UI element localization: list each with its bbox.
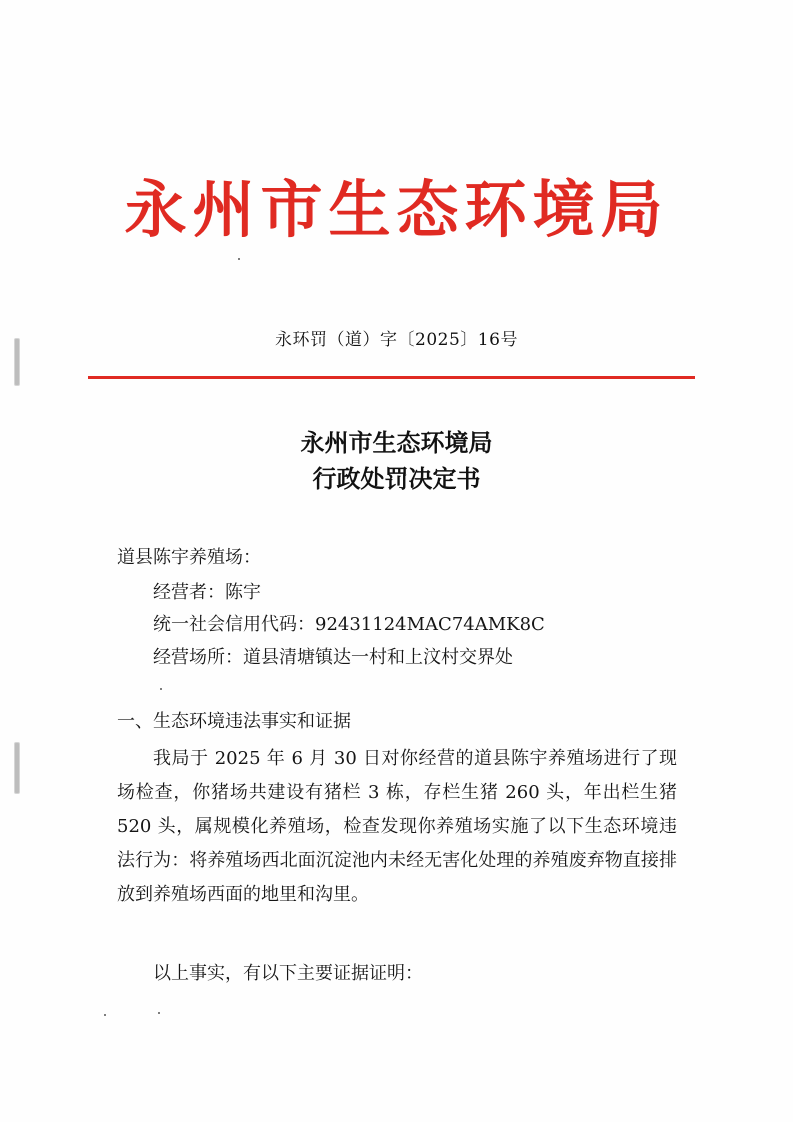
scan-speck <box>238 258 240 260</box>
scan-speck <box>158 1012 160 1014</box>
scan-speck <box>160 688 162 690</box>
evidence-intro: 以上事实，有以下主要证据证明： <box>153 963 423 984</box>
letterhead-divider <box>88 376 695 379</box>
document-number: 永环罚（道）字〔2025〕16号 <box>275 330 518 350</box>
document-title-line1: 永州市生态环境局 <box>300 429 493 457</box>
party-credit-code: 统一社会信用代码：92431124MAC74AMK8C <box>153 614 545 635</box>
binding-mark <box>14 742 20 794</box>
section-heading: 一、生态环境违法事实和证据 <box>117 711 351 732</box>
party-address: 经营场所：道县清塘镇达一村和上汶村交界处 <box>153 647 513 668</box>
scan-speck <box>104 1014 106 1016</box>
letterhead-agency-name: 永州市生态环境局 <box>124 173 669 246</box>
facts-paragraph: 我局于 2025 年 6 月 30 日对你经营的道县陈宇养殖场进行了现场检查，你猪场共建设有猪栏 3 栋，存栏生猪 260 头，年出栏生猪 520 头，属规模化养殖场，检查发现你养殖场实施了以下生态环境违法行为：将养殖场西北面沉淀池内未经无害化处理的养殖废弃物直接排放到养殖场西面的地里和沟里。 <box>117 748 677 905</box>
party-operator: 经营者：陈宇 <box>153 582 261 603</box>
party-name: 道县陈宇养殖场： <box>117 547 261 568</box>
document-title-line2: 行政处罚决定书 <box>312 465 481 493</box>
